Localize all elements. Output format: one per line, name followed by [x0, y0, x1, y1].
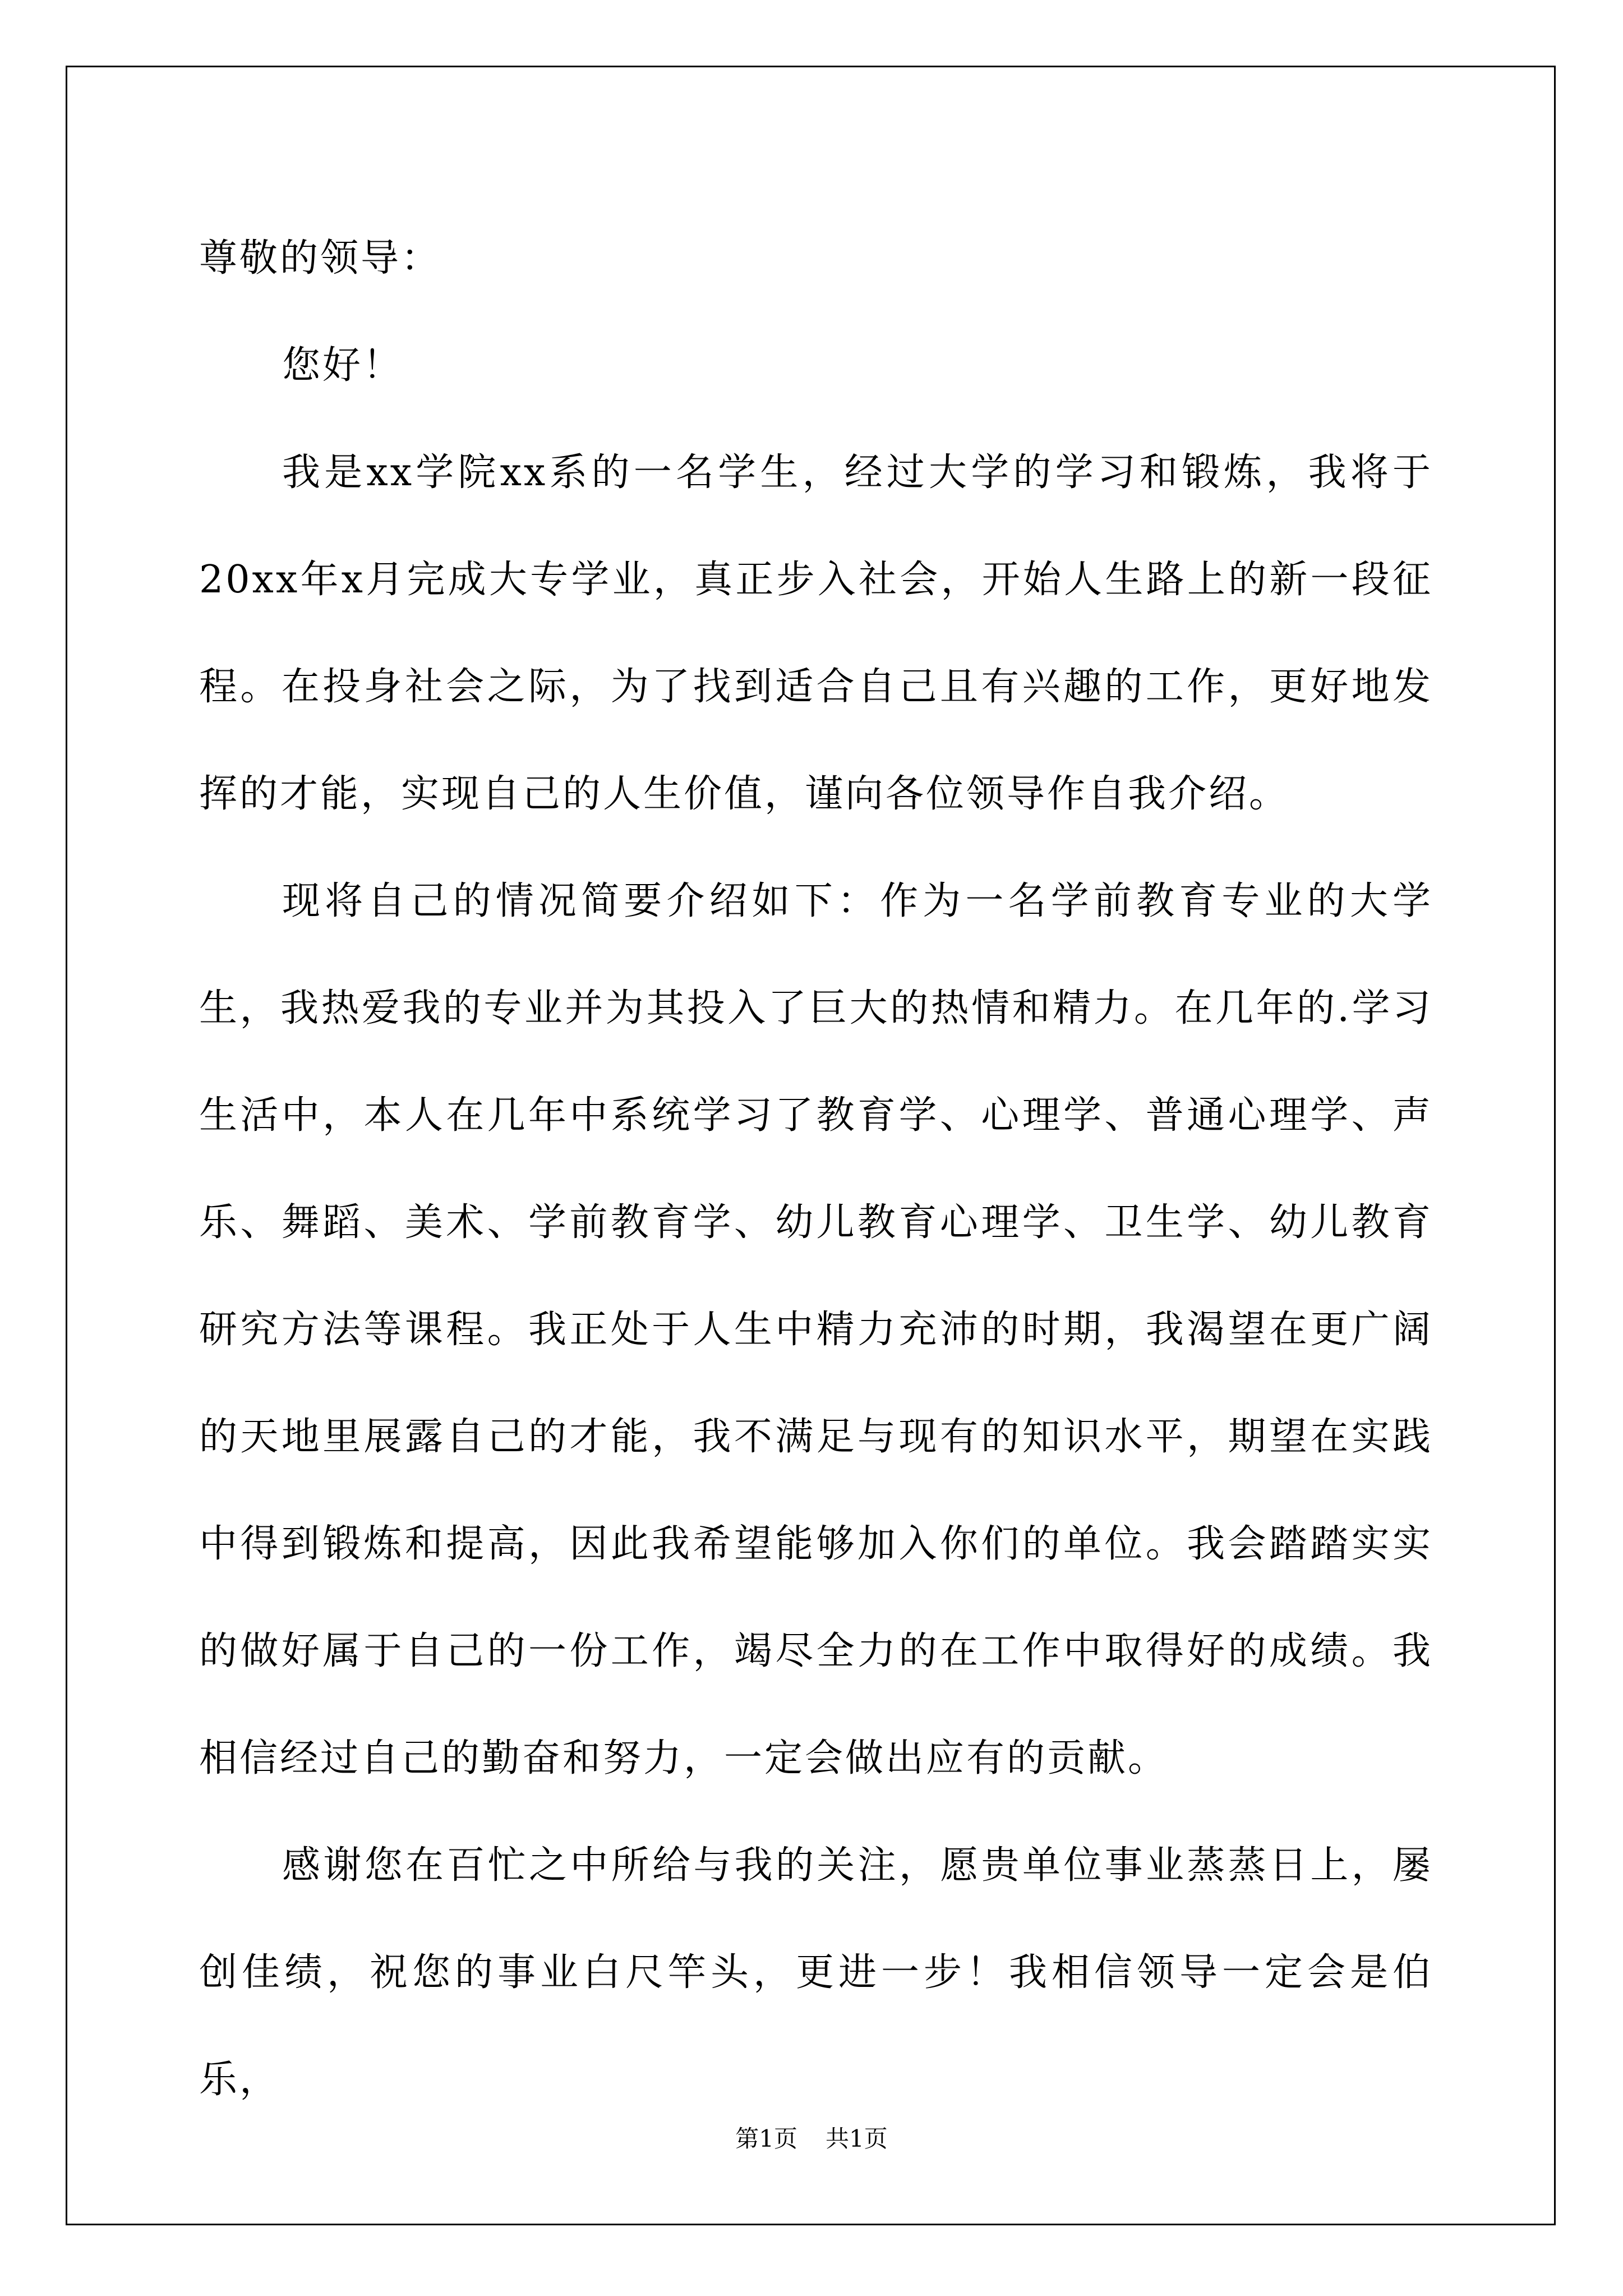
- page-count: 共1页: [826, 2125, 888, 2152]
- salutation: 尊敬的领导：: [199, 236, 442, 280]
- greeting: 您好！: [282, 343, 404, 388]
- letter-body: [199, 205, 1433, 2133]
- paragraph-intro: 我是xx学院xx系的一名学生，经过大学的学习和锻炼，我将于20xx年x月完成大专学业，真正步入社会，开始人生路上的新一段征程。在投身社会之际，为了找到适合自己且有兴趣的工作，更好地发挥的才能，实现自己的人生价值，谨向各位领导作自我介绍。: [199, 450, 1433, 816]
- paragraph-background: 现将自己的情况简要介绍如下：作为一名学前教育专业的大学生，我热爱我的专业并为其投入了巨大的热情和精力。在几年的.学习生活中，本人在几年中系统学习了教育学、心理学、普通心理学、声乐、舞蹈、美术、学前教育学、幼儿教育心理学、卫生学、幼儿教育研究方法等课程。我正处于人生中精力充沛的时期，我渴望在更广阔的天地里展露自己的才能，我不满足与现有的知识水平，期望在实践中得到锻炼和提高，因此我希望能够加入你们的单位。我会踏踏实实的做好属于自己的一份工作，竭尽全力的在工作中取得好的成绩。我相信经过自己的勤奋和努力，一定会做出应有的贡献。: [199, 879, 1433, 1780]
- page-number: 第1页: [735, 2125, 797, 2152]
- page-footer: [0, 2122, 1623, 2156]
- paragraph-closing: 感谢您在百忙之中所给与我的关注，愿贵单位事业蒸蒸日上，屡创佳绩，祝您的事业白尺竿头，更进一步！我相信领导一定会是伯乐，: [199, 1843, 1433, 2102]
